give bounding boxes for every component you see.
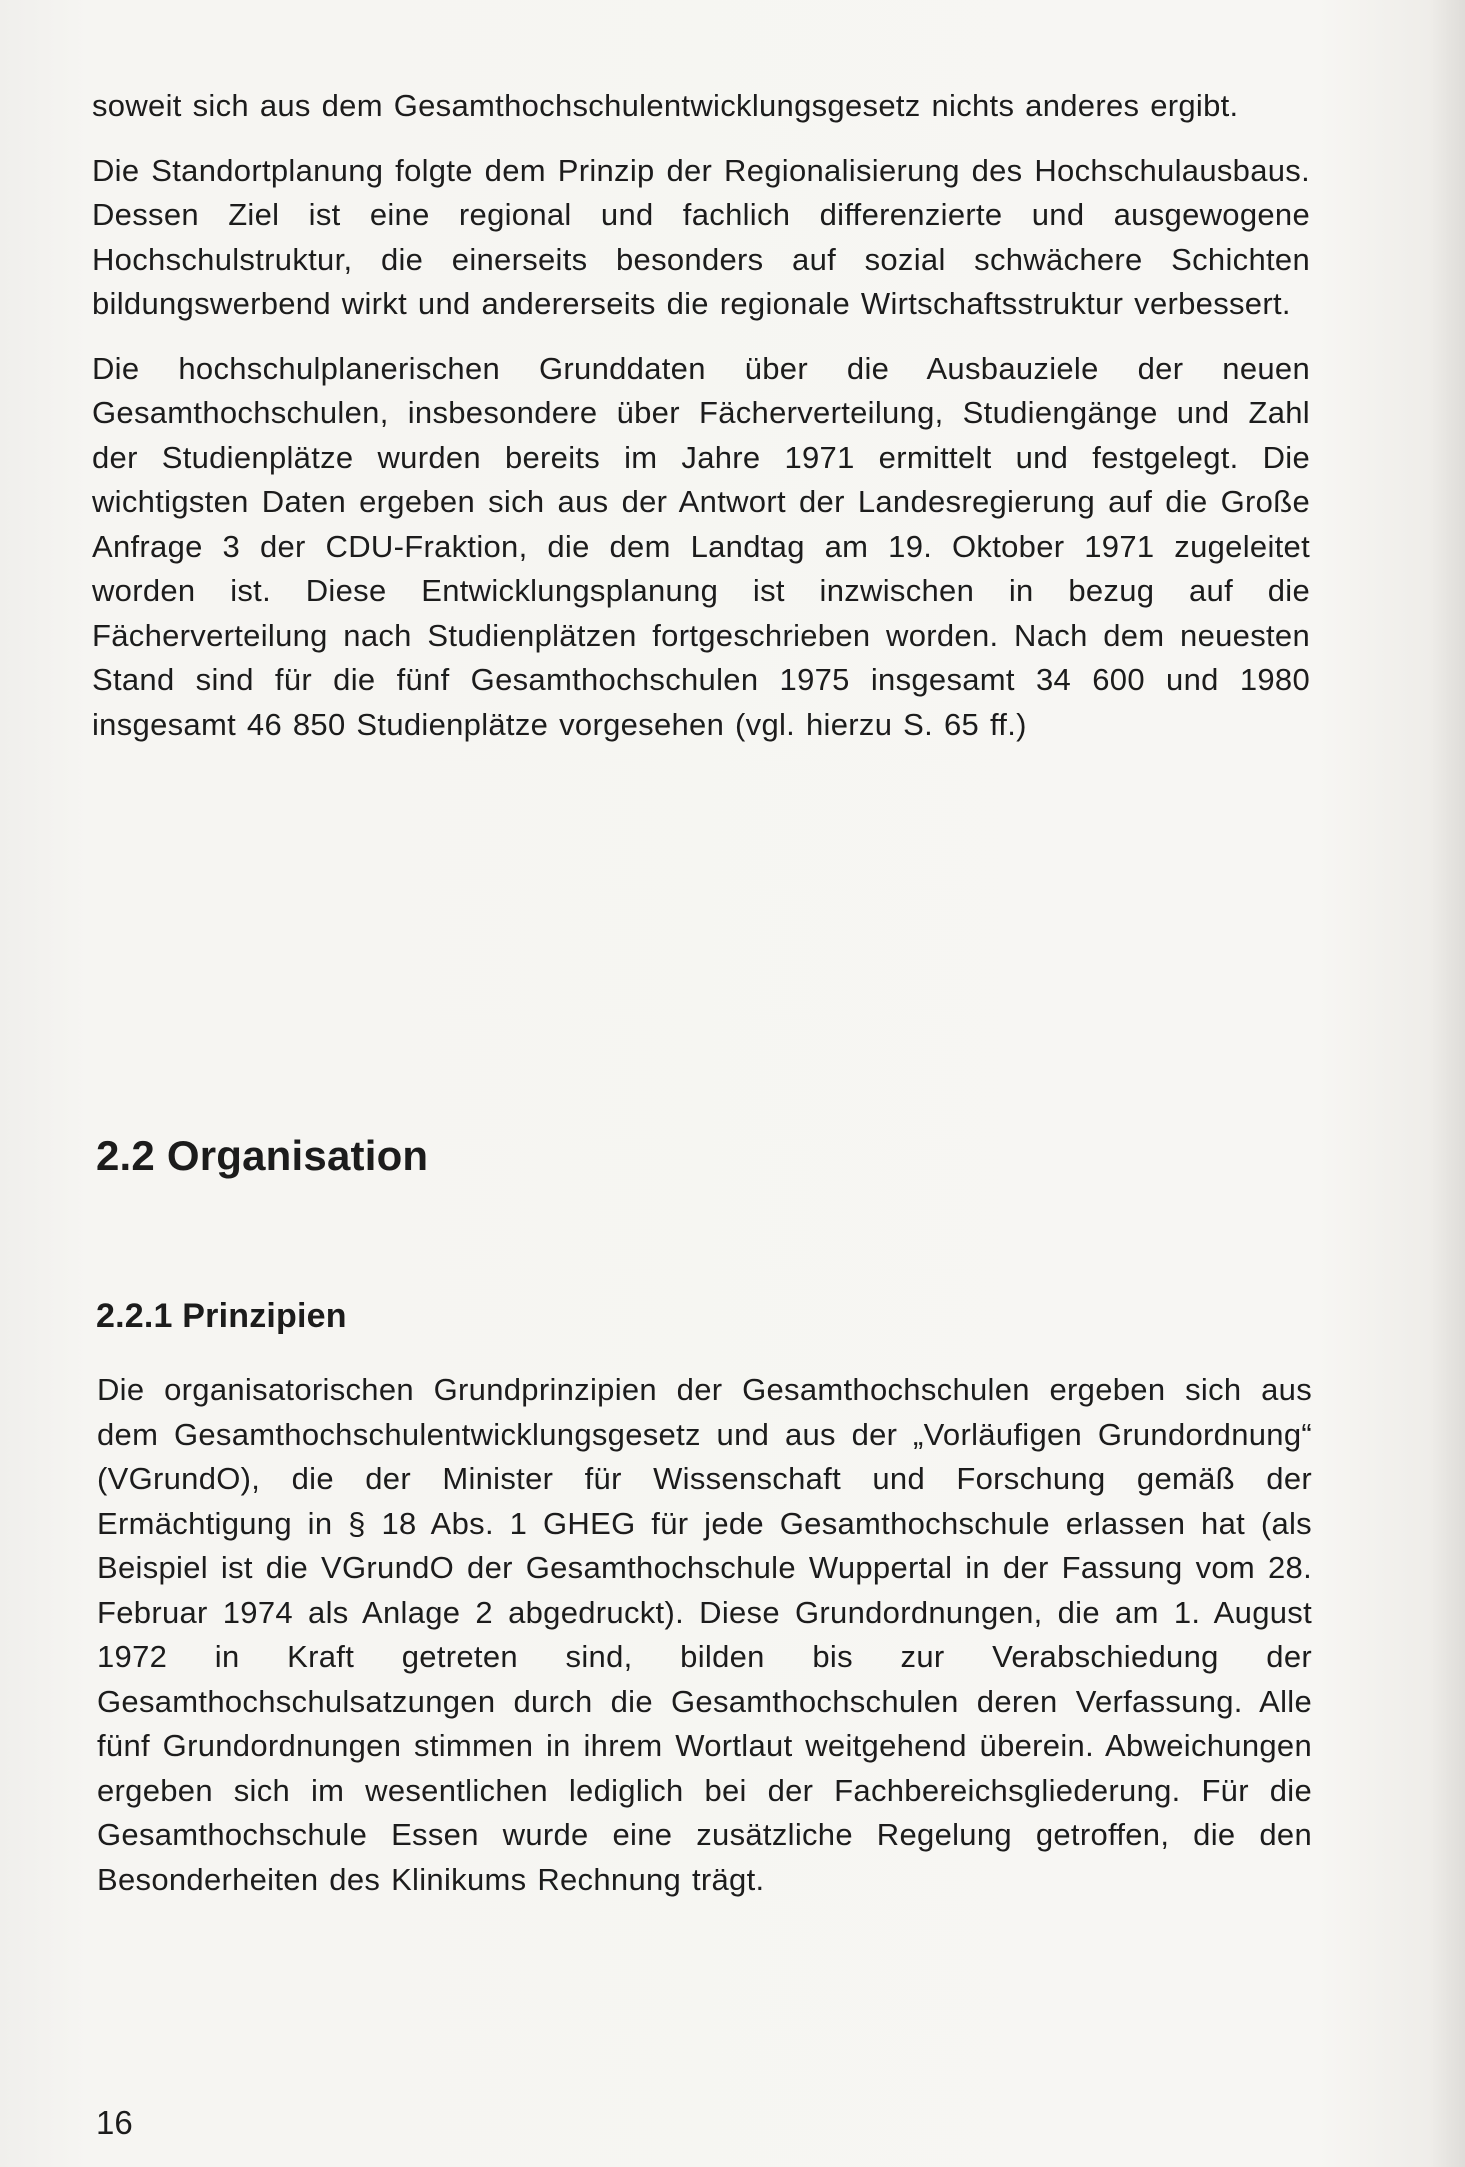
paragraph-grunddaten: Die hochschulplanerischen Grunddaten über die Ausbauziele der neuen Gesamthochschulen, insbesondere über Fächerverteilung, Studiengänge und Zahl der Studienplätze wurden bereits im Jahre 1971 ermittelt und festgelegt. Die wichtigsten Daten ergeben sich aus der Antwort der Landesregierung auf die Große Anfrage 3 der CDU-Fraktion, die dem Landtag am 19. Oktober 1971 zugeleitet worden ist. Diese Entwicklungsplanung ist inzwischen in bezug auf die Fächerverteilung nach Studienplätzen fortgeschrieben worden. Nach dem neuesten Stand sind für die fünf Gesamthochschulen 1975 insgesamt 34 600 und 1980 insgesamt 46 850 Studienplätze vorgesehen (vgl. hierzu S. 65 ff.) [92, 350, 1310, 742]
heading-prinzipien: 2.2.1 Prinzipien [96, 1297, 347, 1335]
heading-organisation: 2.2 Organisation [96, 1132, 429, 1179]
paragraph-standortplanung: Die Standortplanung folgte dem Prinzip der Regionalisierung des Hochschulausbaus. Dessen Ziel ist eine regional und fachlich differenzierte und ausgewogene Hochschulstruktur, die einerseits besonders auf sozial schwächere Schichten bildungswerbend wirkt und andererseits die regionale Wirtschaftsstruktur verbessert. [92, 152, 1310, 321]
paragraph-continuation: soweit sich aus dem Gesamthochschulentwicklungsgesetz nichts anderes ergibt. [92, 88, 1239, 123]
page-number: 16 [96, 2104, 133, 2141]
page-gutter-shadow [1429, 0, 1465, 2167]
text-block-top [92, 84, 1310, 747]
text-block-principles [97, 1368, 1312, 1902]
paragraph-grundprinzipien: Die organisatorischen Grundprinzipien der Gesamthochschulen ergeben sich aus dem Gesamthochschulentwicklungsgesetz und aus der „Vorläufigen Grundordnung“ (VGrundO), die der Minister für Wissenschaft und Forschung gemäß der Ermächtigung in § 18 Abs. 1 GHEG für jede Gesamthochschule erlassen hat (als Beispiel ist die VGrundO der Gesamthochschule Wuppertal in der Fassung vom 28. Februar 1974 als Anlage 2 abgedruckt). Diese Grundordnungen, die am 1. August 1972 in Kraft getreten sind, bilden bis zur Verabschiedung der Gesamthochschulsatzungen durch die Gesamthochschulen deren Verfassung. Alle fünf Grundordnungen stimmen in ihrem Wortlaut weitgehend überein. Abweichungen ergeben sich im wesentlichen lediglich bei der Fachbereichsgliederung. Für die Gesamthochschule Essen wurde eine zusätzliche Regelung getroffen, die den Besonderheiten des Klinikums Rechnung trägt. [97, 1372, 1312, 1897]
